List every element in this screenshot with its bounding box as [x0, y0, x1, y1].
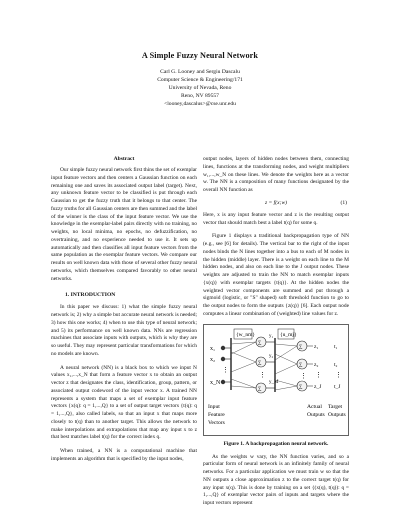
output-weights-label: {u_mj} — [280, 331, 297, 338]
input-ellipsis: ⋮ — [222, 365, 229, 374]
input-node-1 — [221, 345, 225, 349]
output-layer — [297, 341, 307, 391]
hidden-label-2: y₂ — [269, 353, 274, 359]
intro-paragraph-1: In this paper we discuss: 1) what the simple fuzzy neural network is; 2) why a simple but accurate neural network is needed; 3) how this one works; 4) when to use this type of neural network; and 5) its performance on well known data. NNs are regression machines that associate inputs with outputs, which is why they are so useful. They may represent particular transformations for which no models are known. — [51, 304, 197, 357]
output-label-2: z₂ — [314, 361, 319, 368]
hidden-sigma-2: ∑ — [258, 360, 262, 366]
university: University of Nevada, Reno — [168, 85, 232, 91]
equation-1 — [203, 200, 349, 209]
right-paragraph-4: As the weights w vary, the NN function varies, and so a particular form of neural network is an infinitely family of neural networks. For a particular application we must train w so that the NN outputs a close approximation z to the correct target t(q) for any input x(q). This is done by training on a set {(x(q), t(q)): q = 1,...,Q} of exemplar vector pairs of inputs and targets where the input vectors represent — [203, 453, 349, 506]
output-label-1: z₁ — [314, 343, 319, 350]
hidden-ellipsis: ⋮ — [259, 370, 266, 379]
introduction-heading: 1. INTRODUCTION — [65, 292, 116, 299]
hidden-label-1: y₁ — [269, 333, 274, 339]
input-label-n: x_N — [210, 379, 221, 386]
input-weights-label: {w_nm} — [236, 331, 256, 338]
target-label-1: t₁ — [334, 343, 338, 350]
fig-label-feature: Feature — [208, 411, 225, 418]
input-label-1: x₁ — [210, 345, 216, 352]
hidden-label-m: y_M — [269, 379, 279, 385]
output-sigma-1: ∑ — [299, 344, 303, 350]
target-label-j: t_J — [334, 383, 341, 390]
fig-label-target-outputs: Outputs — [328, 411, 346, 418]
equation-number: (1) — [340, 199, 347, 206]
hidden-sigma-1: ∑ — [258, 340, 262, 346]
input-label-2: x₂ — [210, 356, 216, 363]
equation-body: z = f(x;w) — [264, 199, 288, 206]
output-ellipsis: ⋮ — [300, 371, 307, 380]
city: Reno, NV 89557 — [181, 93, 219, 99]
target-ellipsis: ⋮ — [335, 370, 342, 379]
actual-ellipsis: ⋮ — [315, 370, 322, 379]
right-column — [203, 156, 349, 508]
fig-label-actual: Actual — [307, 403, 322, 410]
fig-label-target: Target — [328, 403, 343, 410]
hidden-sigma-m: ∑ — [258, 386, 262, 392]
intro-paragraph-3: When trained, a NN is a computational machine that implements an algorithm that is specified by the input nodes, — [51, 448, 197, 462]
right-paragraph-3: Figure 1 displays a traditional backpropagation type of NN (e.g., see [6] for details). The vertical bar to the right of the input nodes binds the N lines together into a bus to each of M nodes in the hidden (middle) layer. There is a weight on each line to the M hidden nodes, and also on each line to the J output nodes. These weights are adjusted to train the NN to match exemplar inputs {x(q)} with exemplar targets {t(q)}. At the hidden nodes the weighted vector components are summed and put through a sigmoid (logistic, or "S" shaped) soft threshold function to go to the output nodes to form the outputs {z(q)} [6]. Each output node computes a linear combination of (weighted) line values for z. — [203, 233, 349, 317]
output-label-j: z_J — [314, 383, 322, 390]
input-node-2 — [221, 356, 225, 360]
fig-label-input: Input — [208, 403, 220, 410]
fig-label-actual-outputs: Outputs — [307, 411, 325, 418]
abstract-heading: Abstract — [113, 156, 135, 162]
left-column — [51, 156, 197, 464]
output-sigma-j: ∑ — [299, 384, 303, 390]
figure-caption: Figure 1. A backpropagation neural network. — [223, 440, 329, 447]
authors: Carl G. Looney and Sergiu Dascalu — [160, 69, 240, 75]
output-sigma-2: ∑ — [299, 362, 303, 368]
input-node-n — [221, 379, 225, 383]
department: Computer Science & Engineering/171 — [157, 77, 243, 83]
right-paragraph-1: output nodes, layers of hidden nodes between them, connecting lines, functions at the transforming nodes, and weight multipliers w₁,...,w_N on these lines. We denote the weights here as a vector w. The NN is a composition of many functions designated by the overall NN function as — [203, 156, 349, 193]
paper-title: A Simple Fuzzy Neural Network — [141, 51, 259, 60]
intro-paragraph-2: A neural network (NN) is a black box to which we input N values x₁,...,x_N that form a feature vector x to obtain an output vector z that designates the class, identification, group, pattern, or associated output codeword of the input vector x. A trained NN represents a system that maps a set of exemplar input feature vectors {x(q): q = 1,...,Q} to a set of output target vectors {t(q): q = 1,...,Q}, also called labels, so that an input x that maps more closely to t(q) than to another target. This allows the network to make interpolations and extrapolations that map any input x to z that best matches label t(q) for the correct index q. — [51, 364, 197, 441]
abstract-text: Our simple fuzzy neural network first thins the set of exemplar input feature vectors and then centers a Gaussian function on each remaining one and saves its associated output label (target). Next, any unknown feature vector to be classified is put through each Gaussian to get the fuzzy truth that it belongs to that center. The fuzzy truths for all Gaussian centers are then summed and the label of the winner is the class of the input feature vector. We use the knowledge in the exemplar-label pairs directly with no training, no weights, no local minima, no epochs, no defuzzification, no overtraining, and no experience needed to use it. It sets up automatically and then classifies all input feature vectors from the same population as the exemplar feature vectors. We compare our results on well known data with those of several other fuzzy neural networks, which themselves compared favorably to other neural networks. — [51, 167, 198, 282]
figure-backprop-network — [203, 324, 349, 436]
email: <looney,dascalus>@cse.unr.edu — [164, 101, 236, 107]
target-label-2: t₂ — [334, 361, 338, 368]
right-paragraph-2: Here, x is any input feature vector and z is the resulting output vector that should match best a label t(q) for some q. — [203, 211, 349, 226]
fig-label-vectors: Vectors — [208, 419, 225, 426]
